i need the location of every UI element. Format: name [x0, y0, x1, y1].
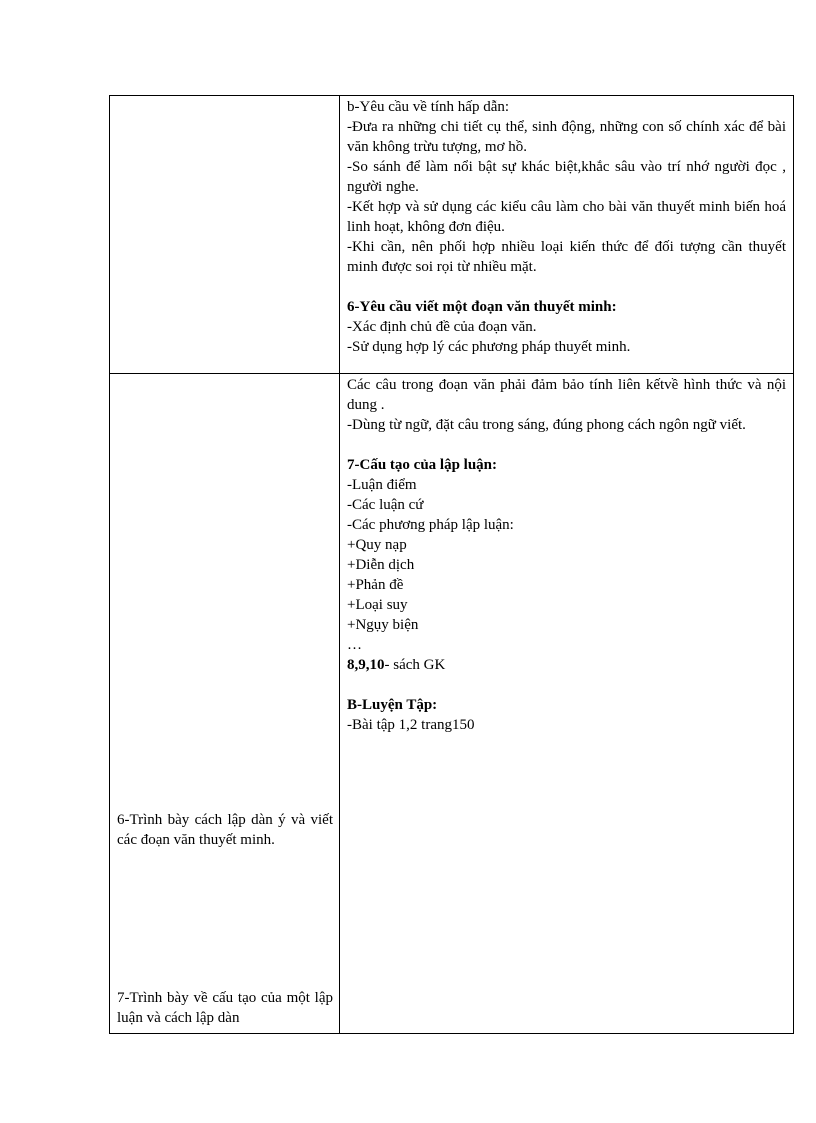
heading-practice: B-Luyện Tập:	[347, 697, 438, 713]
list-item: +Phản đề	[347, 577, 404, 593]
list-item: -Luận điểm	[347, 477, 417, 493]
list-item: -Các phương pháp lập luận:	[347, 517, 514, 533]
paragraph: -Xác định chủ đề của đoạn văn.	[347, 319, 537, 335]
exercise-line: -Bài tập 1,2 trang150	[347, 717, 475, 733]
list-item: +Quy nạp	[347, 537, 407, 553]
left-cell	[110, 96, 340, 374]
paragraph: -Dùng từ ngữ, đặt câu trong sáng, đúng phong cách ngôn ngữ viết.	[347, 417, 746, 433]
list-item: +Diễn dịch	[347, 557, 415, 573]
paragraph: -Khi cần, nên phối hợp nhiều loại kiến thức để đối tượng cần thuyết minh được soi rọi từ nhiều mặt.	[347, 239, 786, 275]
content-table	[109, 95, 794, 1034]
right-cell	[340, 96, 794, 374]
textbook-reference: 8,9,10- sách GK	[347, 657, 446, 673]
spacer	[347, 435, 786, 455]
heading-7: 7-Cấu tạo của lập luận:	[347, 457, 498, 473]
heading-6: 6-Yêu cầu viết một đoạn văn thuyết minh:	[347, 299, 617, 315]
question-6: 6-Trình bày cách lập dàn ý và viết các đoạn văn thuyết minh.	[117, 812, 333, 848]
paragraph: -Kết hợp và sử dụng các kiểu câu làm cho bài văn thuyết minh biến hoá linh hoạt, không đơn điệu.	[347, 199, 786, 235]
question-7: 7-Trình bày về cấu tạo của một lập luận và cách lập dàn	[117, 990, 333, 1026]
list-item: -Các luận cứ	[347, 497, 424, 513]
heading-attractiveness: b-Yêu cầu về tính hấp dẫn:	[347, 99, 510, 115]
section-text-block	[340, 374, 793, 1033]
paragraph: -So sánh để làm nổi bật sự khác biệt,khắc sâu vào trí nhớ người đọc , người nghe.	[347, 159, 786, 195]
left-cell	[110, 374, 340, 1034]
right-cell	[340, 374, 794, 1034]
spacer	[347, 675, 786, 695]
paragraph: -Đưa ra những chi tiết cụ thể, sinh động, những con số chính xác để bài văn không trừu tượng, mơ hồ.	[347, 119, 786, 155]
paragraph: Các câu trong đoạn văn phải đảm bảo tính liên kếtvề hình thức và nội dung .	[347, 377, 786, 413]
spacer	[347, 277, 786, 297]
section-text-block	[340, 96, 793, 373]
paragraph: -Sử dụng hợp lý các phương pháp thuyết minh.	[347, 339, 631, 355]
table-row	[110, 374, 794, 1034]
list-item: +Ngụy biện	[347, 617, 419, 633]
list-item: +Loại suy	[347, 597, 408, 613]
table-row	[110, 96, 794, 374]
ellipsis: …	[347, 637, 362, 653]
